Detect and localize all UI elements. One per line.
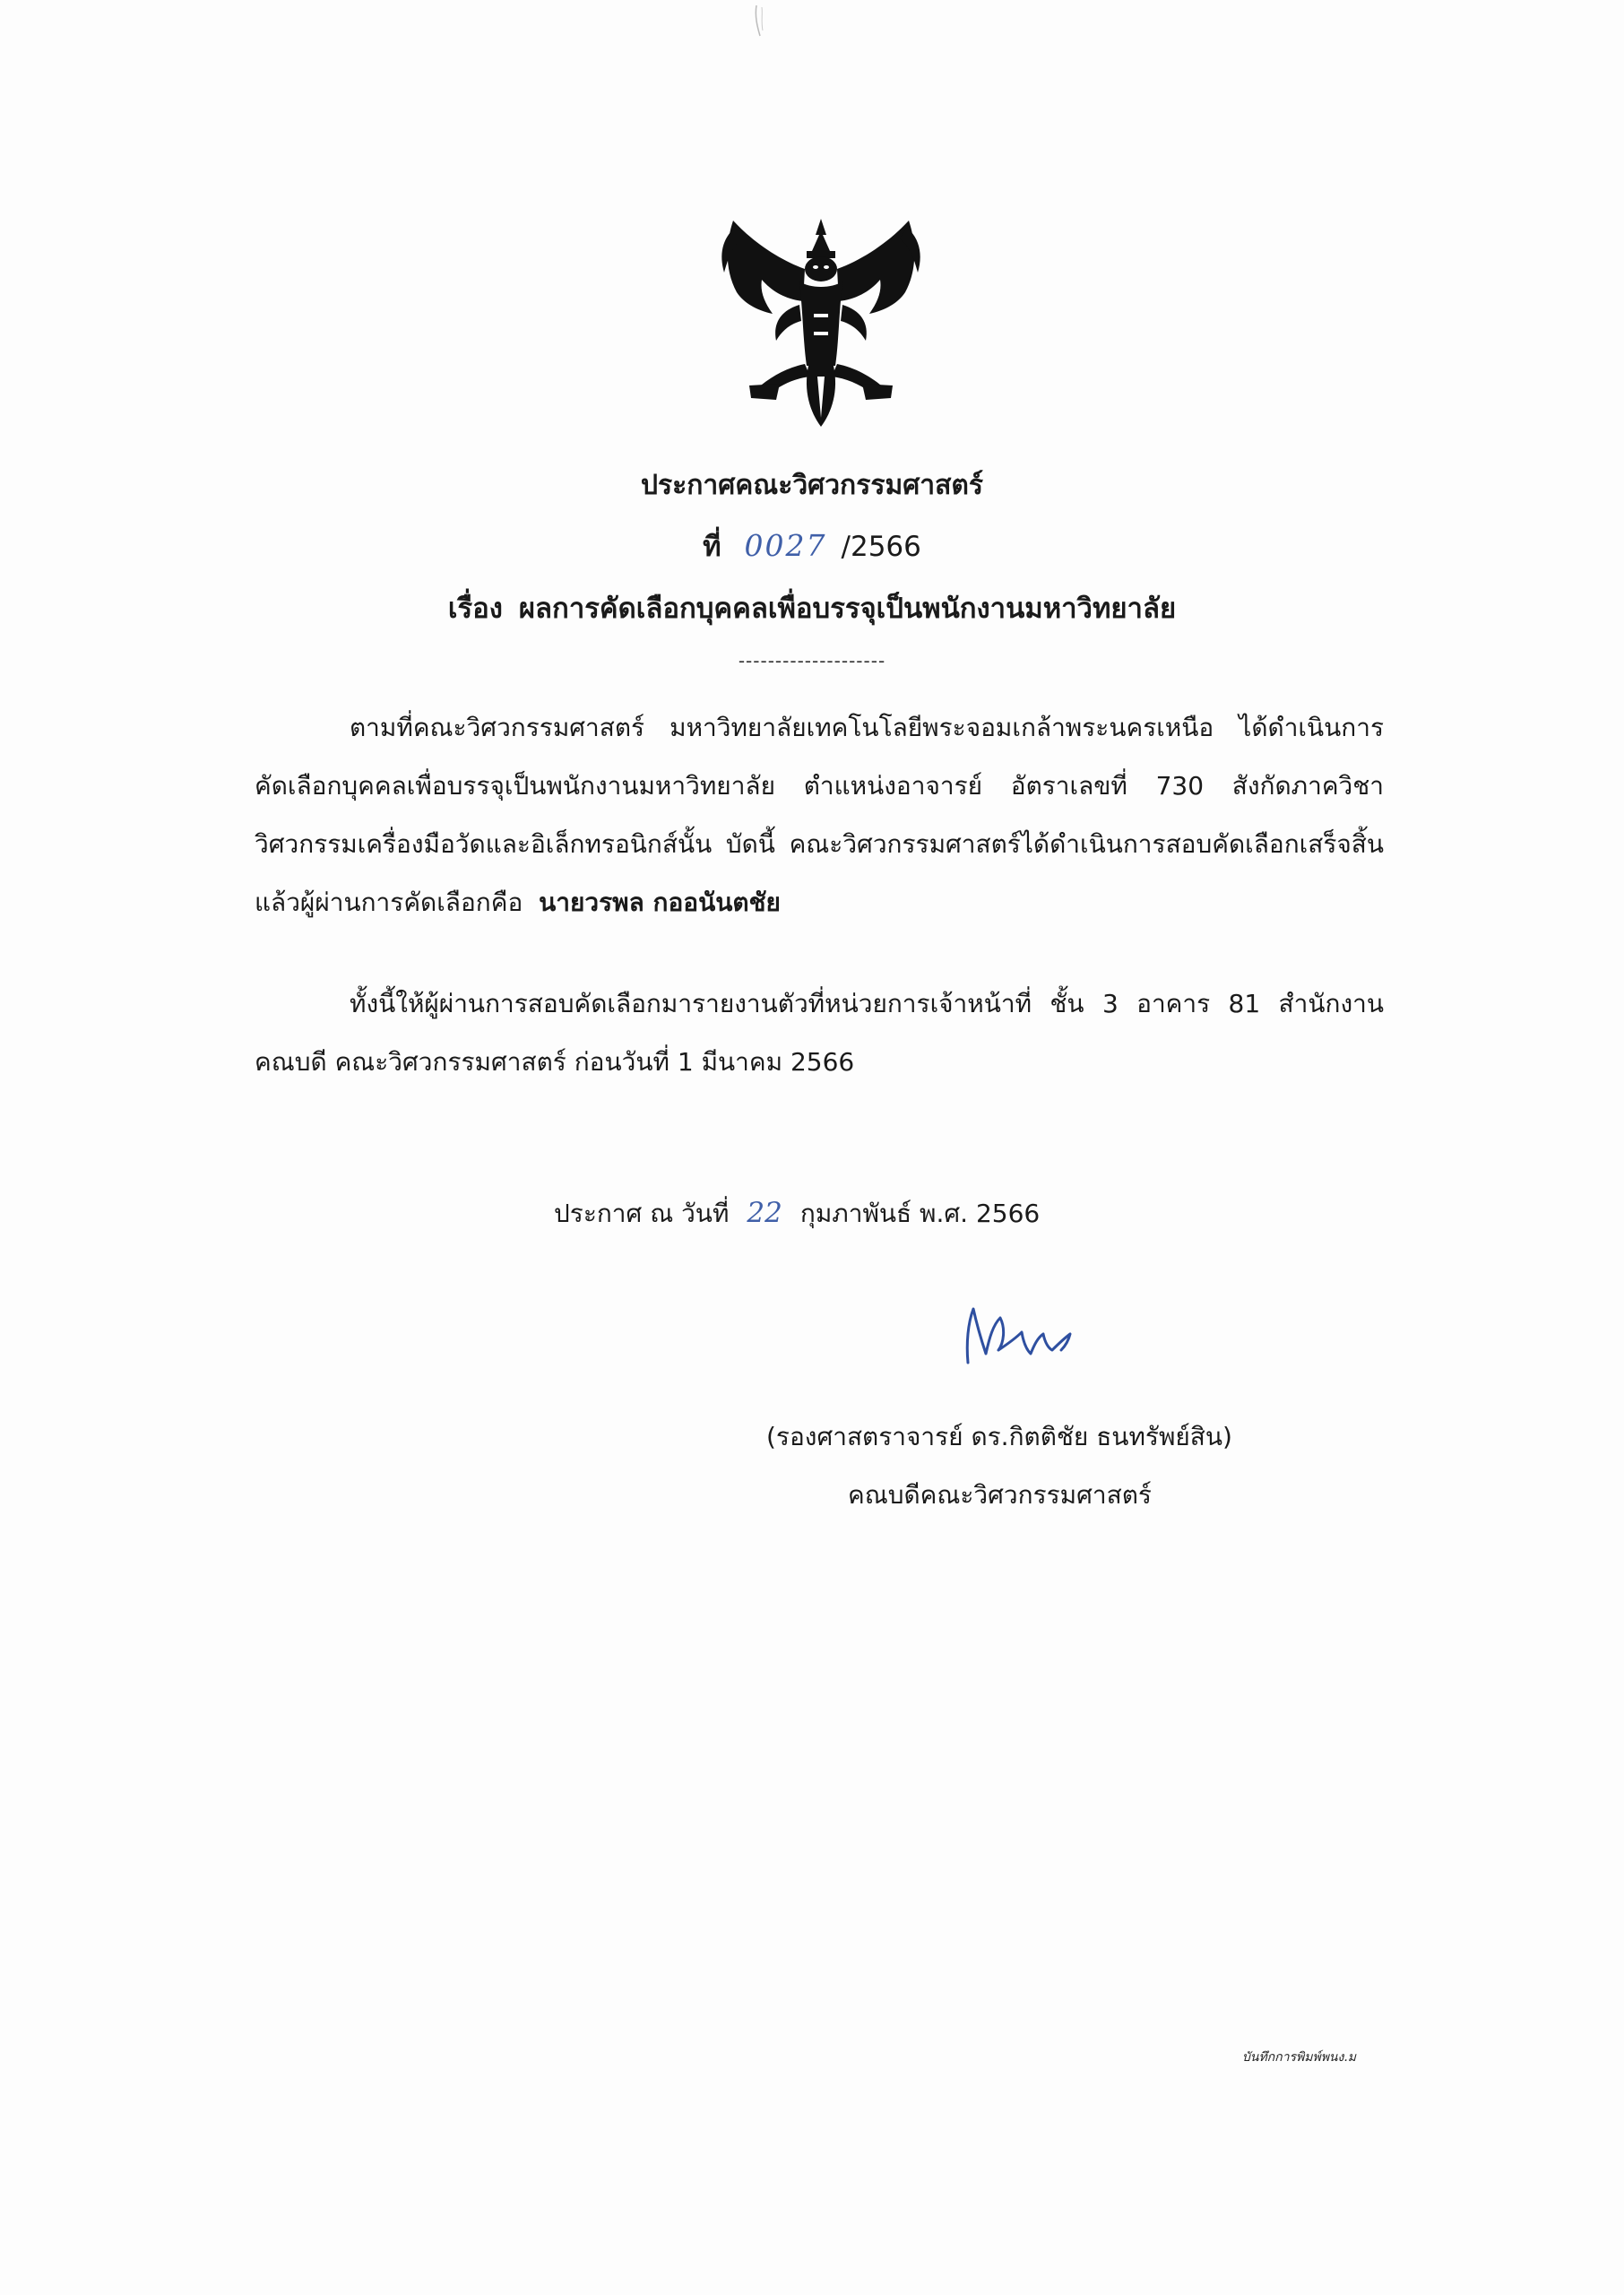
paragraph-line [255, 873, 1384, 931]
body-paragraph-2 [255, 974, 1384, 1091]
handwritten-day: 22 [747, 1197, 782, 1229]
number-suffix: /2566 [841, 531, 921, 563]
scan-mark [751, 4, 769, 39]
announcement-date [554, 1194, 1040, 1234]
paragraph-line: ตามที่คณะวิศวกรรมศาสตร์ มหาวิทยาลัยเทคโนโลยีพระจอมเกล้าพระนครเหนือ ได้ดำเนินการ [350, 713, 1384, 742]
announce-prefix: ประกาศ ณ วันที่ [554, 1199, 730, 1228]
handwritten-number: 0027 [744, 528, 827, 563]
document-title: ประกาศคณะวิศวกรรมศาสตร์ [640, 470, 984, 501]
announce-suffix: กุมภาพันธ์ พ.ศ. 2566 [799, 1199, 1041, 1228]
handwritten-signature [959, 1298, 1093, 1370]
number-label: ที่ [703, 531, 721, 563]
divider-line: -------------------- [738, 650, 886, 671]
signatory-position: คณบดีคณะวิศวกรรมศาสตร์ [848, 1480, 1152, 1510]
paragraph-line: ทั้งนี้ให้ผู้ผ่านการสอบคัดเลือกมารายงานตัวที่หน่วยการเจ้าหน้าที่ ชั้น 3 อาคาร 81 สำนักงาน [350, 989, 1384, 1018]
paragraph-line: วิศวกรรมเครื่องมือวัดและอิเล็กทรอนิกส์นั้น บัดนี้ คณะวิศวกรรมศาสตร์ได้ดำเนินการสอบคัดเลือกเสร็จสิ้น [255, 829, 1384, 859]
footer-note: บันทึกการพิมพ์พนง.ม [1242, 2050, 1357, 2065]
selected-label: แล้วผู้ผ่านการคัดเลือกคือ [255, 888, 523, 917]
document-number [0, 524, 1624, 568]
subject-label: เรื่อง [447, 593, 503, 625]
paragraph-line: คัดเลือกบุคคลเพื่อบรรจุเป็นพนักงานมหาวิทยาลัย ตำแหน่งอาจารย์ อัตราเลขที่ 730 สังกัดภาควิชา [255, 771, 1384, 801]
body-paragraph-1 [255, 698, 1384, 931]
garuda-emblem [717, 215, 925, 430]
document-subject [0, 585, 1624, 630]
subject-text: ผลการคัดเลือกบุคคลเพื่อบรรจุเป็นพนักงานมหาวิทยาลัย [518, 593, 1177, 625]
paragraph-line: คณบดี คณะวิศวกรรมศาสตร์ ก่อนวันที่ 1 มีนาคม 2566 [255, 1047, 855, 1077]
selected-person-name: นายวรพล กออนันตชัย [539, 888, 781, 917]
signatory-name: (รองศาสตราจารย์ ดร.กิตติชัย ธนทรัพย์สิน) [766, 1422, 1232, 1451]
